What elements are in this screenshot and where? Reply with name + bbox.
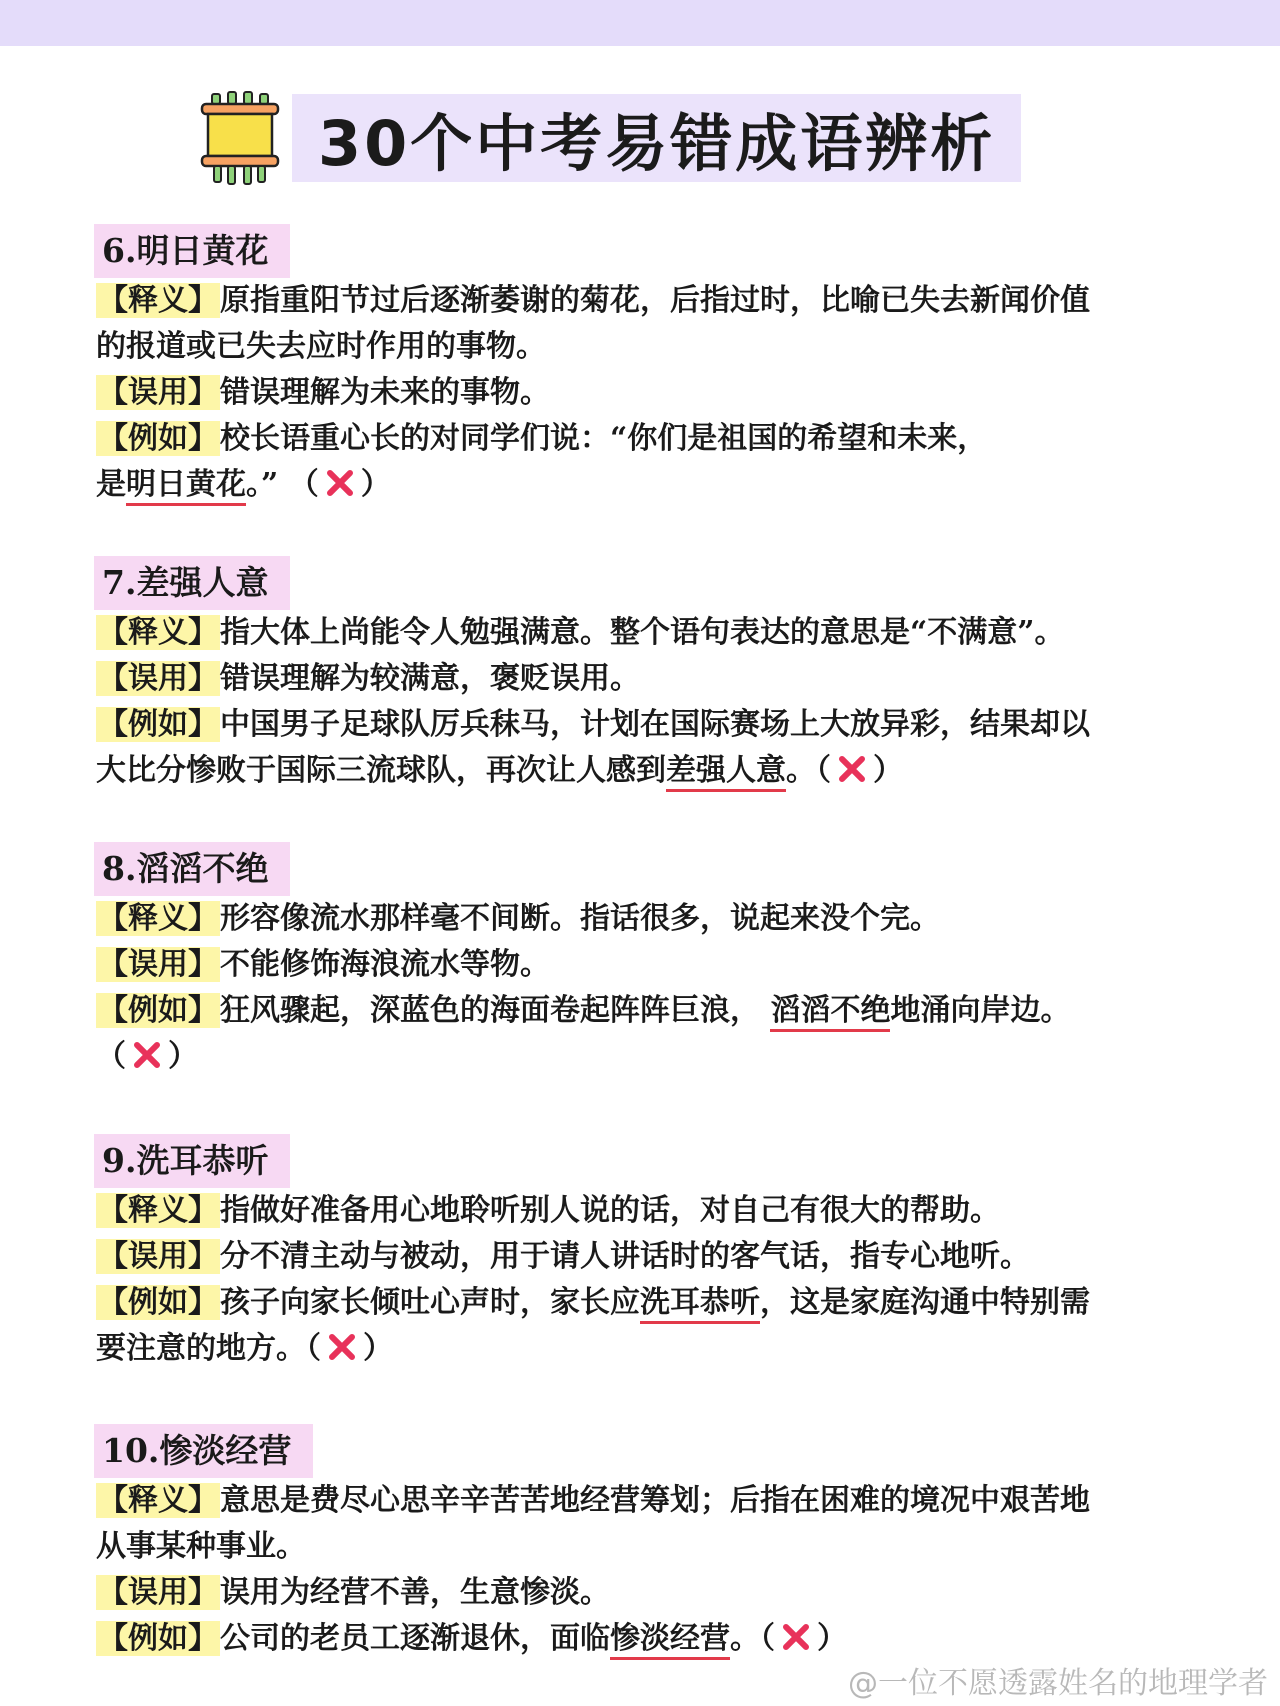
misuse-tag: 【误用】 <box>98 661 218 696</box>
meaning-text: 原指重阳节过后逐渐萎谢的菊花，后指过时，比喻已失去新闻价值 <box>220 283 1090 318</box>
example-pre: 是 <box>96 467 126 502</box>
example-line-2 <box>96 1326 1196 1372</box>
example-post: 。” （ <box>246 467 319 502</box>
example-tag: 【例如】 <box>98 707 218 742</box>
idiom-heading: 6.明日黄花 <box>94 224 290 278</box>
example-close: ） <box>873 753 903 788</box>
meaning-tag: 【释义】 <box>98 283 218 318</box>
misuse-line <box>96 656 1196 702</box>
example-line <box>96 988 1196 1034</box>
example-line-2 <box>96 1034 1196 1080</box>
misuse-text: 分不清主动与被动，用于请人讲话时的客气话，指专心地听。 <box>220 1239 1030 1274</box>
meaning-text: 指大体上尚能令人勉强满意。整个语句表达的意思是“不满意”。 <box>220 615 1065 650</box>
x-mark-icon <box>325 468 355 498</box>
idiom-section-8 <box>96 842 1196 1080</box>
meaning-line <box>96 1478 1196 1524</box>
misuse-text: 不能修饰海浪流水等物。 <box>220 947 550 982</box>
misuse-text: 错误理解为较满意，褒贬误用。 <box>220 661 640 696</box>
meaning-line <box>96 610 1196 656</box>
example-close: ） <box>168 1039 198 1074</box>
example-line <box>96 1616 1196 1662</box>
title-area <box>198 88 1021 188</box>
example-close: ） <box>363 1331 393 1366</box>
example-line <box>96 416 1196 462</box>
x-mark-icon <box>781 1622 811 1652</box>
example-line <box>96 1280 1196 1326</box>
meaning-line <box>96 1188 1196 1234</box>
example-close: ） <box>360 467 391 502</box>
example-tag: 【例如】 <box>98 993 218 1028</box>
watermark: @一位不愿透露姓名的地理学者 <box>848 1666 1268 1701</box>
title-box <box>292 94 1021 182</box>
underlined-idiom: 洗耳恭听 <box>640 1285 760 1324</box>
example-post: 。（ <box>730 1621 775 1656</box>
example-post: 。（ <box>786 753 831 788</box>
example-line <box>96 702 1196 748</box>
example-pre: 孩子向家长倾吐心声时，家长应 <box>220 1285 640 1320</box>
example-pre: 公司的老员工逐渐退休，面临 <box>220 1621 610 1656</box>
example-tag: 【例如】 <box>98 1621 218 1656</box>
example-text: 中国男子足球队厉兵秣马，计划在国际赛场上大放异彩，结果却以 <box>220 707 1090 742</box>
misuse-tag: 【误用】 <box>98 375 218 410</box>
underlined-idiom: 滔滔不绝 <box>770 993 890 1032</box>
idiom-section-7 <box>96 556 1196 794</box>
example-tag: 【例如】 <box>98 421 218 456</box>
meaning-line-2: 从事某种事业。 <box>96 1529 306 1564</box>
example-pre: 大比分惨败于国际三流球队，再次让人感到 <box>96 753 666 788</box>
scroll-icon <box>198 90 280 186</box>
example-text: 校长语重心长的对同学们说：“你们是祖国的希望和未来， <box>220 421 988 456</box>
example-line2-pre: （ <box>96 1039 126 1074</box>
misuse-line <box>96 370 1196 416</box>
underlined-idiom: 差强人意 <box>666 753 786 792</box>
idiom-section-9 <box>96 1134 1196 1372</box>
misuse-tag: 【误用】 <box>98 947 218 982</box>
misuse-line <box>96 1234 1196 1280</box>
meaning-tag: 【释义】 <box>98 1483 218 1518</box>
misuse-tag: 【误用】 <box>98 1239 218 1274</box>
example-post: ，这是家庭沟通中特别需 <box>760 1285 1090 1320</box>
meaning-line-2: 的报道或已失去应时作用的事物。 <box>96 329 546 364</box>
meaning-tag: 【释义】 <box>98 1193 218 1228</box>
misuse-line <box>96 1570 1196 1616</box>
idiom-heading: 9.洗耳恭听 <box>94 1134 290 1188</box>
meaning-tag: 【释义】 <box>98 615 218 650</box>
example-post: 地涌向岸边。 <box>890 993 1071 1028</box>
idiom-heading: 7.差强人意 <box>94 556 290 610</box>
example-line-2 <box>96 462 1196 508</box>
misuse-text: 误用为经营不善，生意惨淡。 <box>220 1575 610 1610</box>
misuse-line <box>96 942 1196 988</box>
idiom-heading: 8.滔滔不绝 <box>94 842 290 896</box>
meaning-tag: 【释义】 <box>98 901 218 936</box>
meaning-text: 意思是费尽心思辛辛苦苦地经营筹划；后指在困难的境况中艰苦地 <box>220 1483 1090 1518</box>
underlined-idiom: 惨淡经营 <box>610 1621 730 1660</box>
meaning-line <box>96 896 1196 942</box>
meaning-text: 指做好准备用心地聆听别人说的话，对自己有很大的帮助。 <box>220 1193 1000 1228</box>
example-tag: 【例如】 <box>98 1285 218 1320</box>
underlined-idiom: 明日黄花 <box>126 467 246 506</box>
top-band <box>0 0 1280 46</box>
meaning-text: 形容像流水那样毫不间断。指话很多，说起来没个完。 <box>220 901 940 936</box>
page-title: 30个中考易错成语辨析 <box>318 106 996 180</box>
example-line2-pre: 要注意的地方。（ <box>96 1331 321 1366</box>
x-mark-icon <box>837 754 867 784</box>
idiom-section-10 <box>96 1424 1196 1662</box>
example-close: ） <box>817 1621 847 1656</box>
meaning-line <box>96 278 1196 324</box>
x-mark-icon <box>327 1332 357 1362</box>
example-line-2 <box>96 748 1196 794</box>
misuse-tag: 【误用】 <box>98 1575 218 1610</box>
idiom-heading: 10.惨淡经营 <box>94 1424 313 1478</box>
example-pre: 狂风骤起，深蓝色的海面卷起阵阵巨浪， <box>220 993 771 1028</box>
x-mark-icon <box>132 1040 162 1070</box>
idiom-section-6 <box>96 224 1196 508</box>
misuse-text: 错误理解为未来的事物。 <box>220 375 550 410</box>
